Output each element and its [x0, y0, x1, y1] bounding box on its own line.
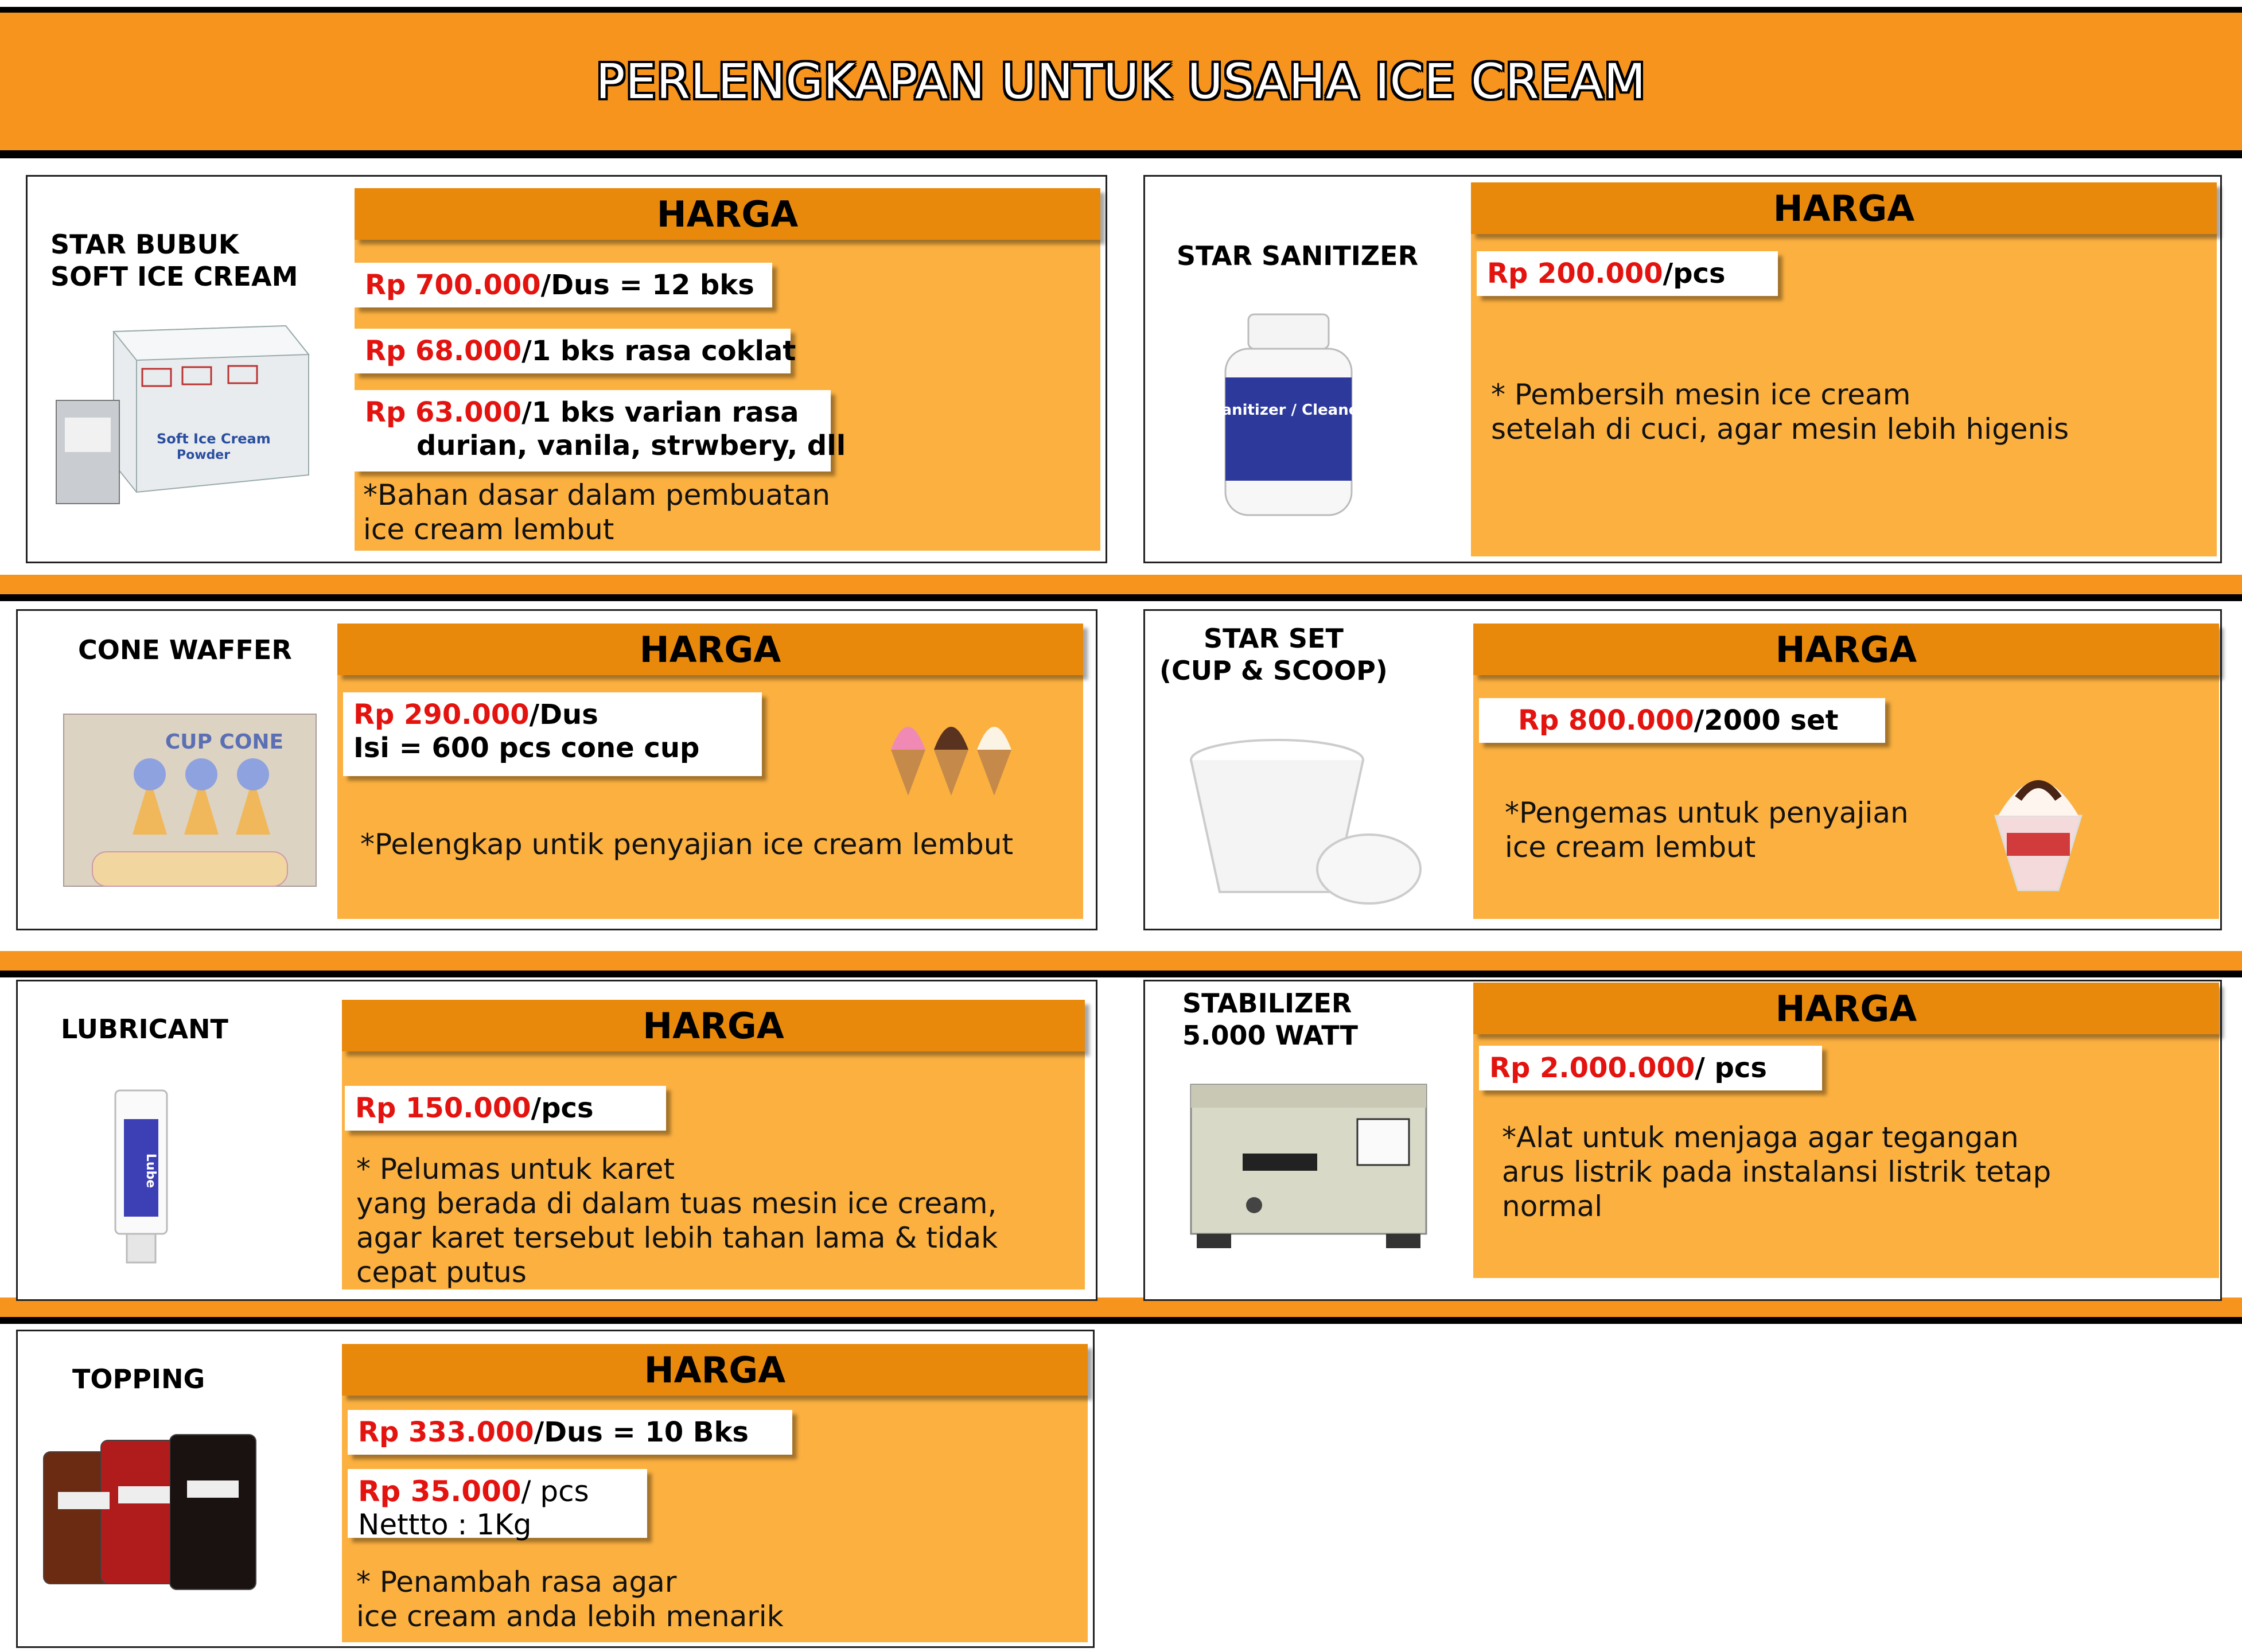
product-card-sanitizer	[1143, 175, 2222, 563]
price-box-pcs	[1479, 1046, 1822, 1090]
harga-header: HARGA	[1473, 624, 2219, 675]
product-card-bubuk	[26, 175, 1107, 563]
price-box-pcs	[348, 1469, 647, 1541]
price-unit: /1 bks rasa coklat	[521, 335, 796, 367]
price-unit: /2000 set	[1694, 704, 1839, 737]
product-note: * Pelumas untuk karet yang berada di dalam tuas mesin ice cream, agar karet tersebut lebih tahan lama & tidak cepat putus	[356, 1152, 998, 1289]
product-image-cup	[1185, 726, 1426, 909]
product-name: STABILIZER 5.000 WATT	[1182, 988, 1359, 1051]
product-name: CONE WAFFER	[78, 634, 292, 665]
price-unit: / pcs	[521, 1475, 589, 1508]
svg-text:Powder: Powder	[177, 448, 231, 462]
price-box-pcs	[345, 1086, 666, 1131]
product-name: LUBRICANT	[61, 1014, 228, 1045]
harga-header: HARGA	[355, 188, 1100, 240]
price-value: Rp 290.000	[353, 699, 530, 731]
product-image-bottle	[1208, 309, 1369, 527]
row-separator	[0, 1298, 2242, 1324]
price-box-set	[1479, 698, 1885, 743]
box-label: CUP CONE	[165, 730, 284, 754]
product-image-powder-box	[45, 320, 314, 509]
price-value: Rp 63.000	[365, 396, 522, 428]
price-netto: Nettto : 1Kg	[358, 1508, 532, 1541]
product-note: *Alat untuk menjaga agar tegangan arus listrik pada instalansi listrik tetap normal	[1502, 1121, 2052, 1223]
price-panel	[342, 1000, 1085, 1289]
title-banner	[0, 7, 2242, 158]
product-card-lubricant	[16, 980, 1097, 1301]
product-note: *Pelengkap untik penyajian ice cream lembut	[360, 828, 1014, 861]
price-value: Rp 200.000	[1487, 258, 1663, 290]
row-separator	[0, 575, 2242, 601]
price-value: Rp 700.000	[365, 269, 541, 301]
product-name: STAR SANITIZER	[1177, 240, 1419, 271]
page-title: PERLENGKAPAN UNTUK USAHA ICE CREAM	[595, 53, 1647, 110]
product-note: *Pengemas untuk penyajian ice cream lembut	[1505, 796, 1909, 864]
price-unit: /pcs	[1663, 258, 1726, 290]
product-card-cone	[16, 609, 1097, 930]
price-unit: /pcs	[531, 1092, 594, 1124]
bottle-label: Sanitizer / Cleaner	[1210, 402, 1367, 419]
product-card-topping	[16, 1330, 1095, 1648]
price-panel	[337, 624, 1083, 919]
price-unit: /Dus = 10 Bks	[534, 1416, 749, 1448]
product-note: * Pembersih mesin ice cream setelah di cuci, agar mesin lebih higenis	[1491, 378, 2069, 446]
harga-header: HARGA	[337, 624, 1083, 675]
price-panel	[355, 188, 1100, 551]
product-name: STAR SET (CUP & SCOOP)	[1159, 623, 1388, 686]
price-panel	[1471, 182, 2217, 556]
price-value: Rp 333.000	[358, 1416, 534, 1448]
harga-header: HARGA	[1471, 182, 2217, 234]
product-name: STAR BUBUK SOFT ICE CREAM	[50, 229, 298, 292]
tube-label: Lube	[143, 1153, 158, 1189]
price-panel	[1473, 983, 2219, 1278]
ice-cream-cones-image	[885, 698, 1023, 801]
price-unit: /1 bks varian rasa	[521, 396, 799, 428]
price-unit: /Dus	[529, 699, 598, 731]
product-image-tube	[104, 1085, 190, 1268]
harga-header: HARGA	[342, 1000, 1085, 1051]
price-value: Rp 150.000	[355, 1092, 531, 1124]
price-unit: / pcs	[1695, 1052, 1767, 1084]
price-box-dus	[343, 692, 762, 776]
price-value: Rp 2.000.000	[1489, 1052, 1695, 1084]
price-value: Rp 68.000	[365, 335, 522, 367]
price-value: Rp 800.000	[1518, 704, 1694, 737]
product-image-stabilizer	[1180, 1067, 1432, 1263]
price-box-varian	[355, 390, 846, 472]
row-separator	[0, 951, 2242, 977]
product-card-starset	[1143, 609, 2222, 930]
harga-header: HARGA	[342, 1344, 1088, 1396]
product-note: * Penambah rasa agar ice cream anda lebih menarik	[356, 1565, 784, 1633]
price-box-coklat	[355, 329, 796, 373]
price-panel	[1473, 624, 2219, 919]
product-image-cone-box	[52, 708, 328, 903]
sundae-image	[1984, 747, 2093, 902]
svg-text:Soft Ice Cream: Soft Ice Cream	[157, 431, 271, 447]
price-box-dus	[348, 1410, 792, 1455]
price-content: Isi = 600 pcs cone cup	[353, 732, 700, 764]
price-unit: /Dus = 12 bks	[540, 269, 754, 301]
price-box-dus	[355, 263, 772, 307]
price-box-pcs	[1477, 251, 1778, 296]
price-value: Rp 35.000	[358, 1475, 521, 1508]
harga-header: HARGA	[1473, 983, 2219, 1034]
product-name: TOPPING	[72, 1363, 205, 1394]
price-variants: durian, vanila, strwbery, dll	[417, 430, 846, 462]
price-panel	[342, 1344, 1088, 1642]
product-note: *Bahan dasar dalam pembuatan ice cream lembut	[363, 478, 831, 546]
product-image-topping	[38, 1429, 279, 1601]
product-card-stabilizer	[1143, 980, 2222, 1301]
